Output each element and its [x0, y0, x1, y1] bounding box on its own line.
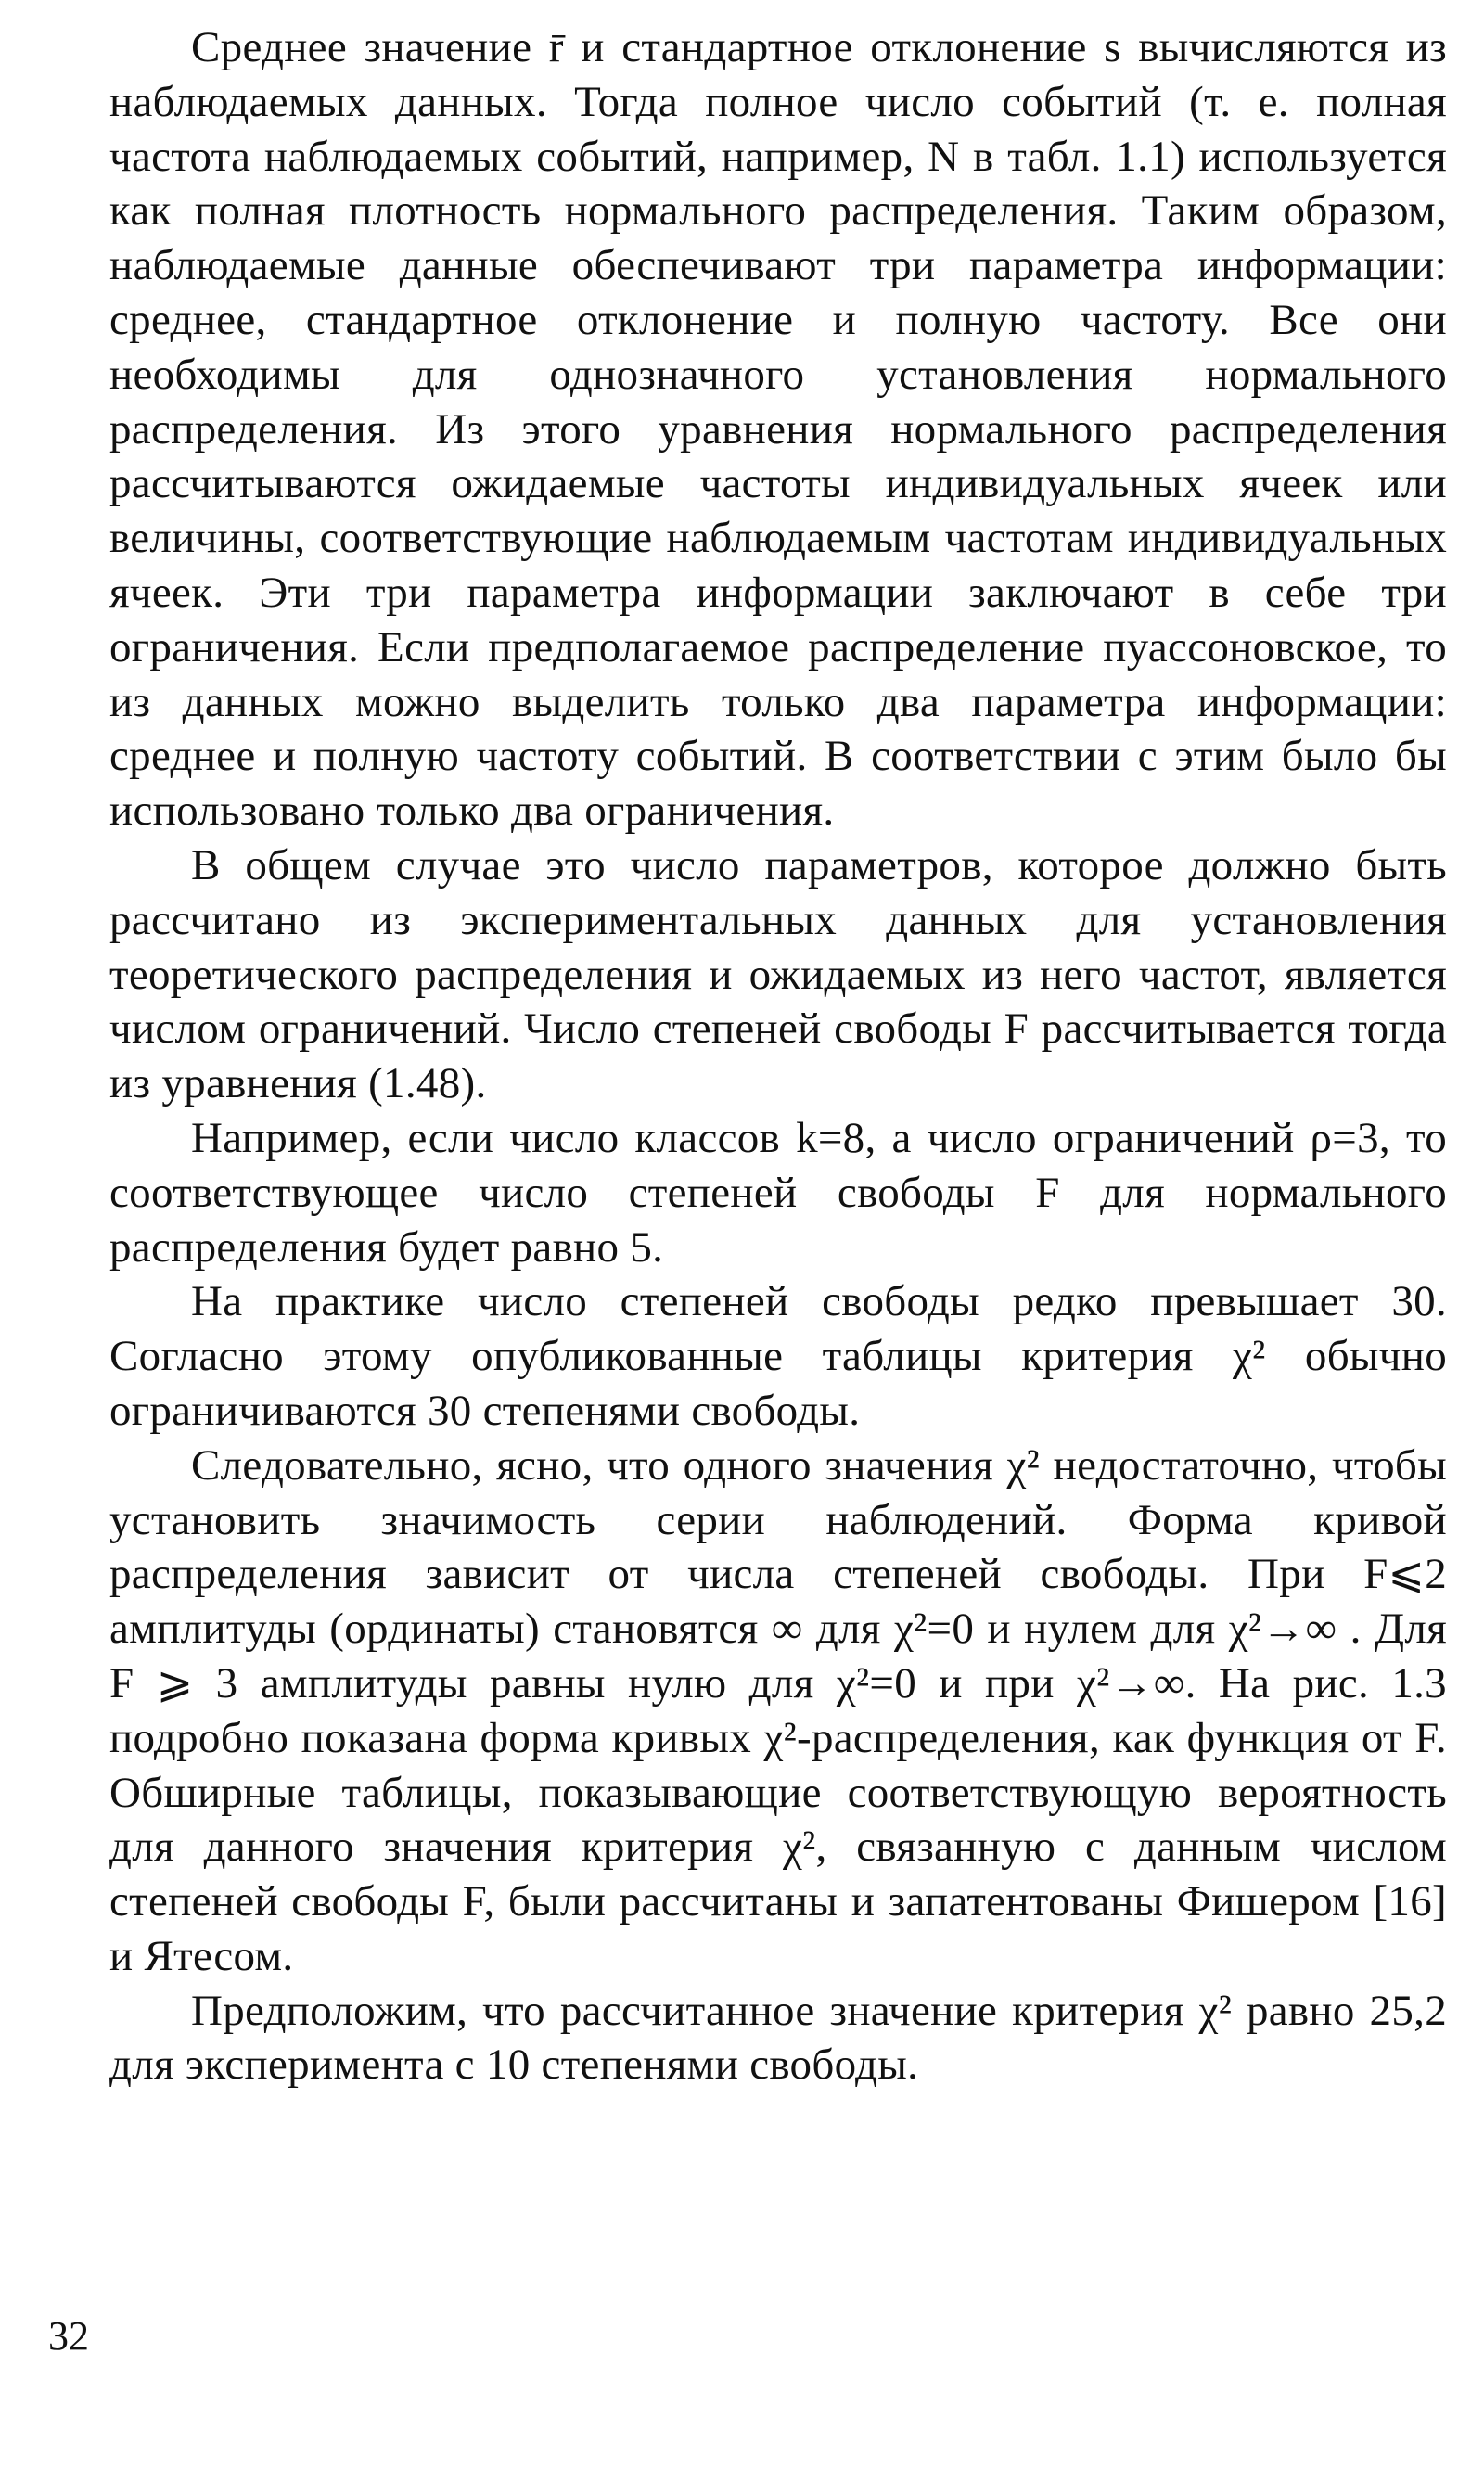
- paragraph-2: В общем случае это число параметров, которое должно быть рассчитано из экспериментальных данных для установления теоретического распределения и ожидаемых из него частот, является числом ограничений. Число степеней свободы F рассчитывается тогда из уравнения (1.48).: [109, 840, 1447, 1108]
- paragraph-5: Следовательно, ясно, что одного значения χ² недостаточно, чтобы установить значимость серии наблюдений. Форма кривой распределения зависит от числа степеней свободы. При F⩽2 амплитуды (ординаты) становятся ∞ для χ²=0 и нулем для χ²→∞ . Для F ⩾ 3 амплитуды равны нулю для χ²=0 и при χ²→∞. На рис. 1.3 подробно показана форма кривых χ²-распределения, как функция от F. Обширные таблицы, показывающие соответствующую вероятность для данного значения критерия χ², связанную с данным числом степеней свободы F, были рассчитаны и запатентованы Фишером [16] и Ятесом.: [109, 1440, 1447, 1980]
- paragraph-3: Например, если число классов k=8, а число ограничений ρ=3, то соответствующее число степеней свободы F для нормального распределения будет равно 5.: [109, 1113, 1447, 1272]
- paragraph-4: На практике число степеней свободы редко превышает 30. Согласно этому опубликованные таблицы критерия χ² обычно ограничиваются 30 степенями свободы.: [109, 1277, 1447, 1435]
- page-number: 32: [48, 2313, 89, 2359]
- paragraph-6: Предположим, что рассчитанное значение критерия χ² равно 25,2 для эксперимента с 10 степенями свободы.: [109, 1986, 1447, 2090]
- page-body: [109, 20, 1447, 2395]
- paragraph-1: Среднее значение r̄ и стандартное отклонение s вычисляются из наблюдаемых данных. Тогда полное число событий (т. е. полная частота наблюдаемых событий, например, N в табл. 1.1) используется как полная плотность нормального распределения. Таким образом, наблюдаемые данные обеспечивают три параметра информации: среднее, стандартное отклонение и полную частоту. Все они необходимы для однозначного установления нормального распределения. Из этого уравнения нормального распределения рассчитываются ожидаемые частоты индивидуальных ячеек или величины, соответствующие наблюдаемым частотам индивидуальных ячеек. Эти три параметра информации заключают в себе три ограничения. Если предполагаемое распределение пуассоновское, то из данных можно выделить только два параметра информации: среднее и полную частоту событий. В соответствии с этим было бы использовано только два ограничения.: [109, 23, 1447, 836]
